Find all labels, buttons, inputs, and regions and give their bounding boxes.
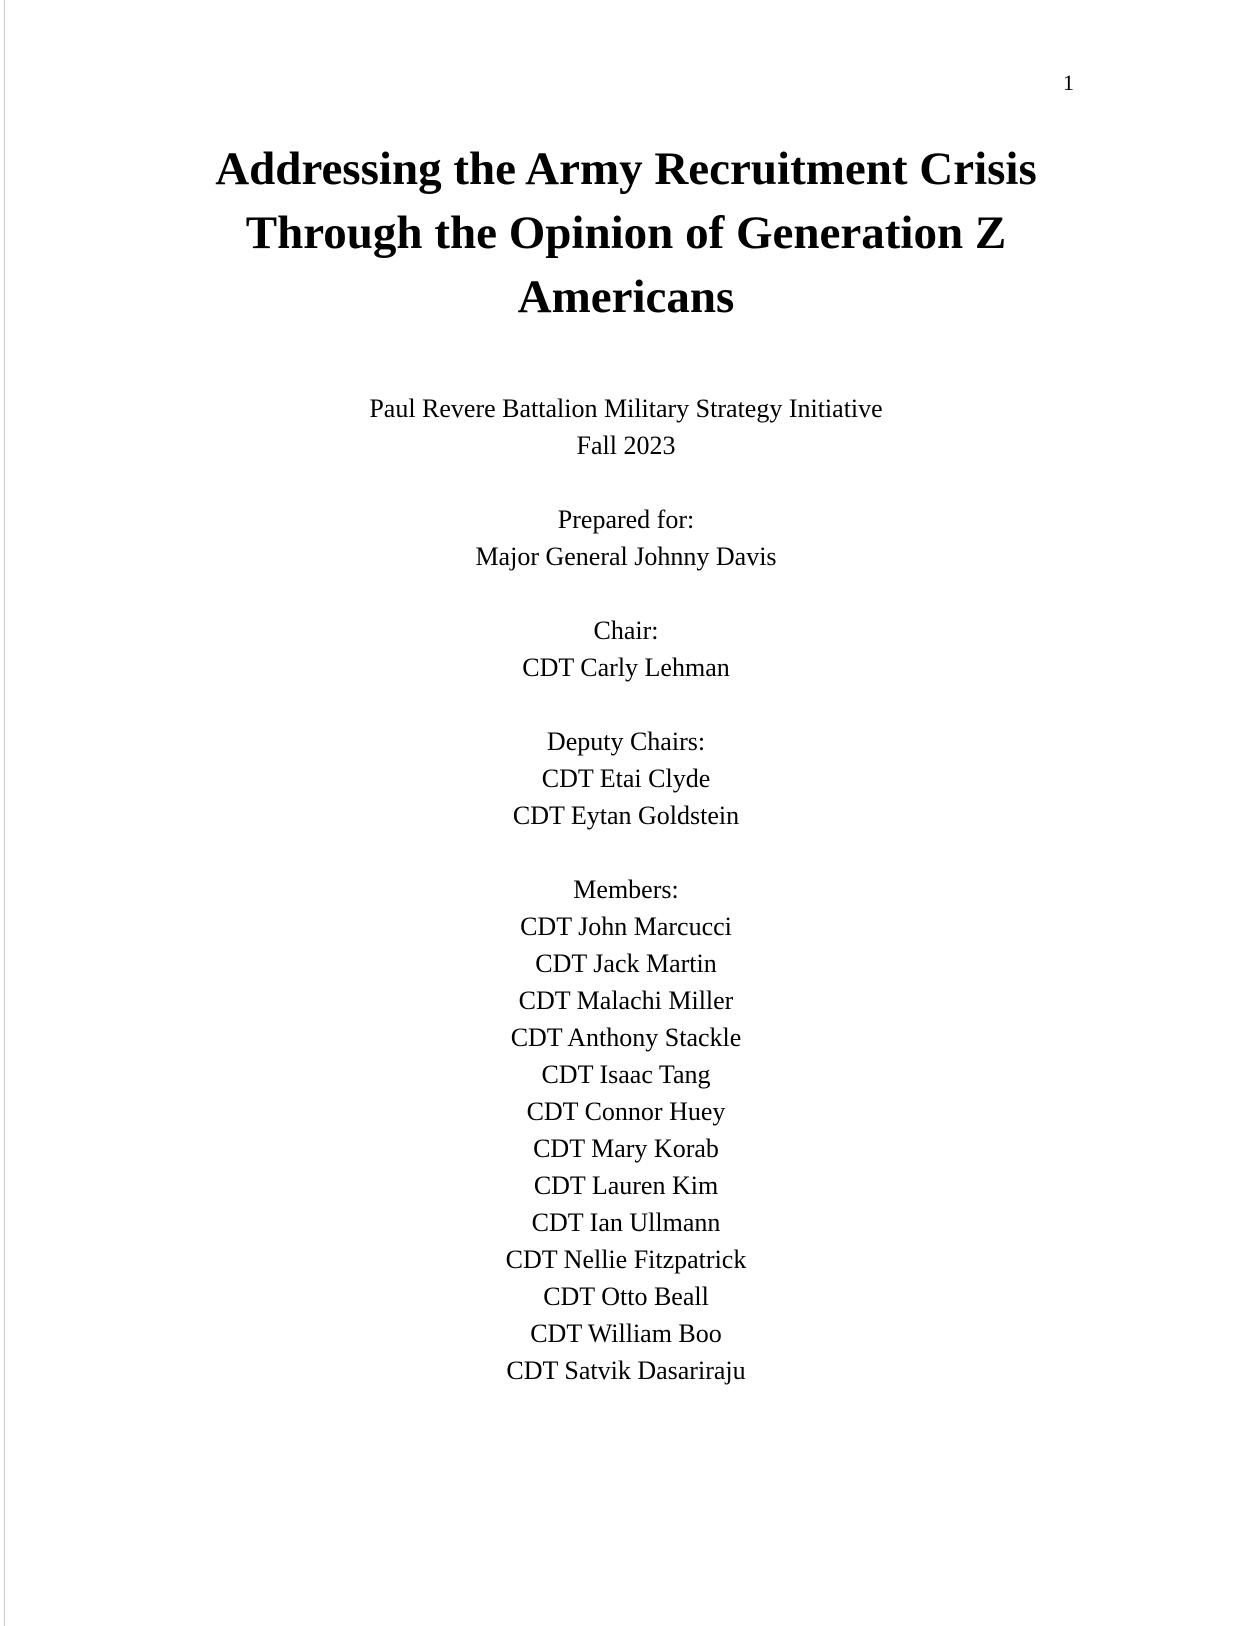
organization: Paul Revere Battalion Military Strategy Initiative xyxy=(369,394,883,423)
prepared-for-label: Prepared for: xyxy=(557,505,695,534)
member-name: CDT Nellie Fitzpatrick xyxy=(505,1245,747,1274)
title-line: Addressing the Army Recruitment Crisis xyxy=(215,143,1037,195)
deputy-chair-name: CDT Etai Clyde xyxy=(541,764,711,793)
spacer xyxy=(5,575,1247,612)
chair-label: Chair: xyxy=(593,616,659,645)
members-label: Members: xyxy=(573,875,679,904)
member-name: CDT Ian Ullmann xyxy=(531,1208,721,1237)
member-name: CDT Mary Korab xyxy=(533,1134,719,1163)
member-name: CDT Malachi Miller xyxy=(518,986,734,1015)
member-name: CDT Isaac Tang xyxy=(541,1060,711,1089)
page-number: 1 xyxy=(1063,70,1074,95)
member-name: CDT Jack Martin xyxy=(535,949,717,978)
spacer xyxy=(5,686,1247,723)
chair-name: CDT Carly Lehman xyxy=(522,653,730,682)
term: Fall 2023 xyxy=(576,431,676,460)
member-name: CDT Otto Beall xyxy=(543,1282,709,1311)
front-matter xyxy=(5,390,1247,1389)
title-line: Americans xyxy=(517,271,735,323)
member-name: CDT Satvik Dasariraju xyxy=(506,1356,746,1385)
document-title xyxy=(5,137,1247,329)
member-name: CDT Anthony Stackle xyxy=(510,1023,742,1052)
member-name: CDT John Marcucci xyxy=(520,912,732,941)
spacer xyxy=(5,464,1247,501)
member-name: CDT William Boo xyxy=(530,1319,722,1348)
spacer xyxy=(5,834,1247,871)
deputy-chair-name: CDT Eytan Goldstein xyxy=(512,801,740,830)
title-line: Through the Opinion of Generation Z xyxy=(245,207,1007,259)
document-page xyxy=(4,0,1251,1626)
prepared-for-name: Major General Johnny Davis xyxy=(475,542,777,571)
member-name: CDT Lauren Kim xyxy=(533,1171,719,1200)
member-name: CDT Connor Huey xyxy=(526,1097,726,1126)
deputy-chairs-label: Deputy Chairs: xyxy=(546,727,706,756)
